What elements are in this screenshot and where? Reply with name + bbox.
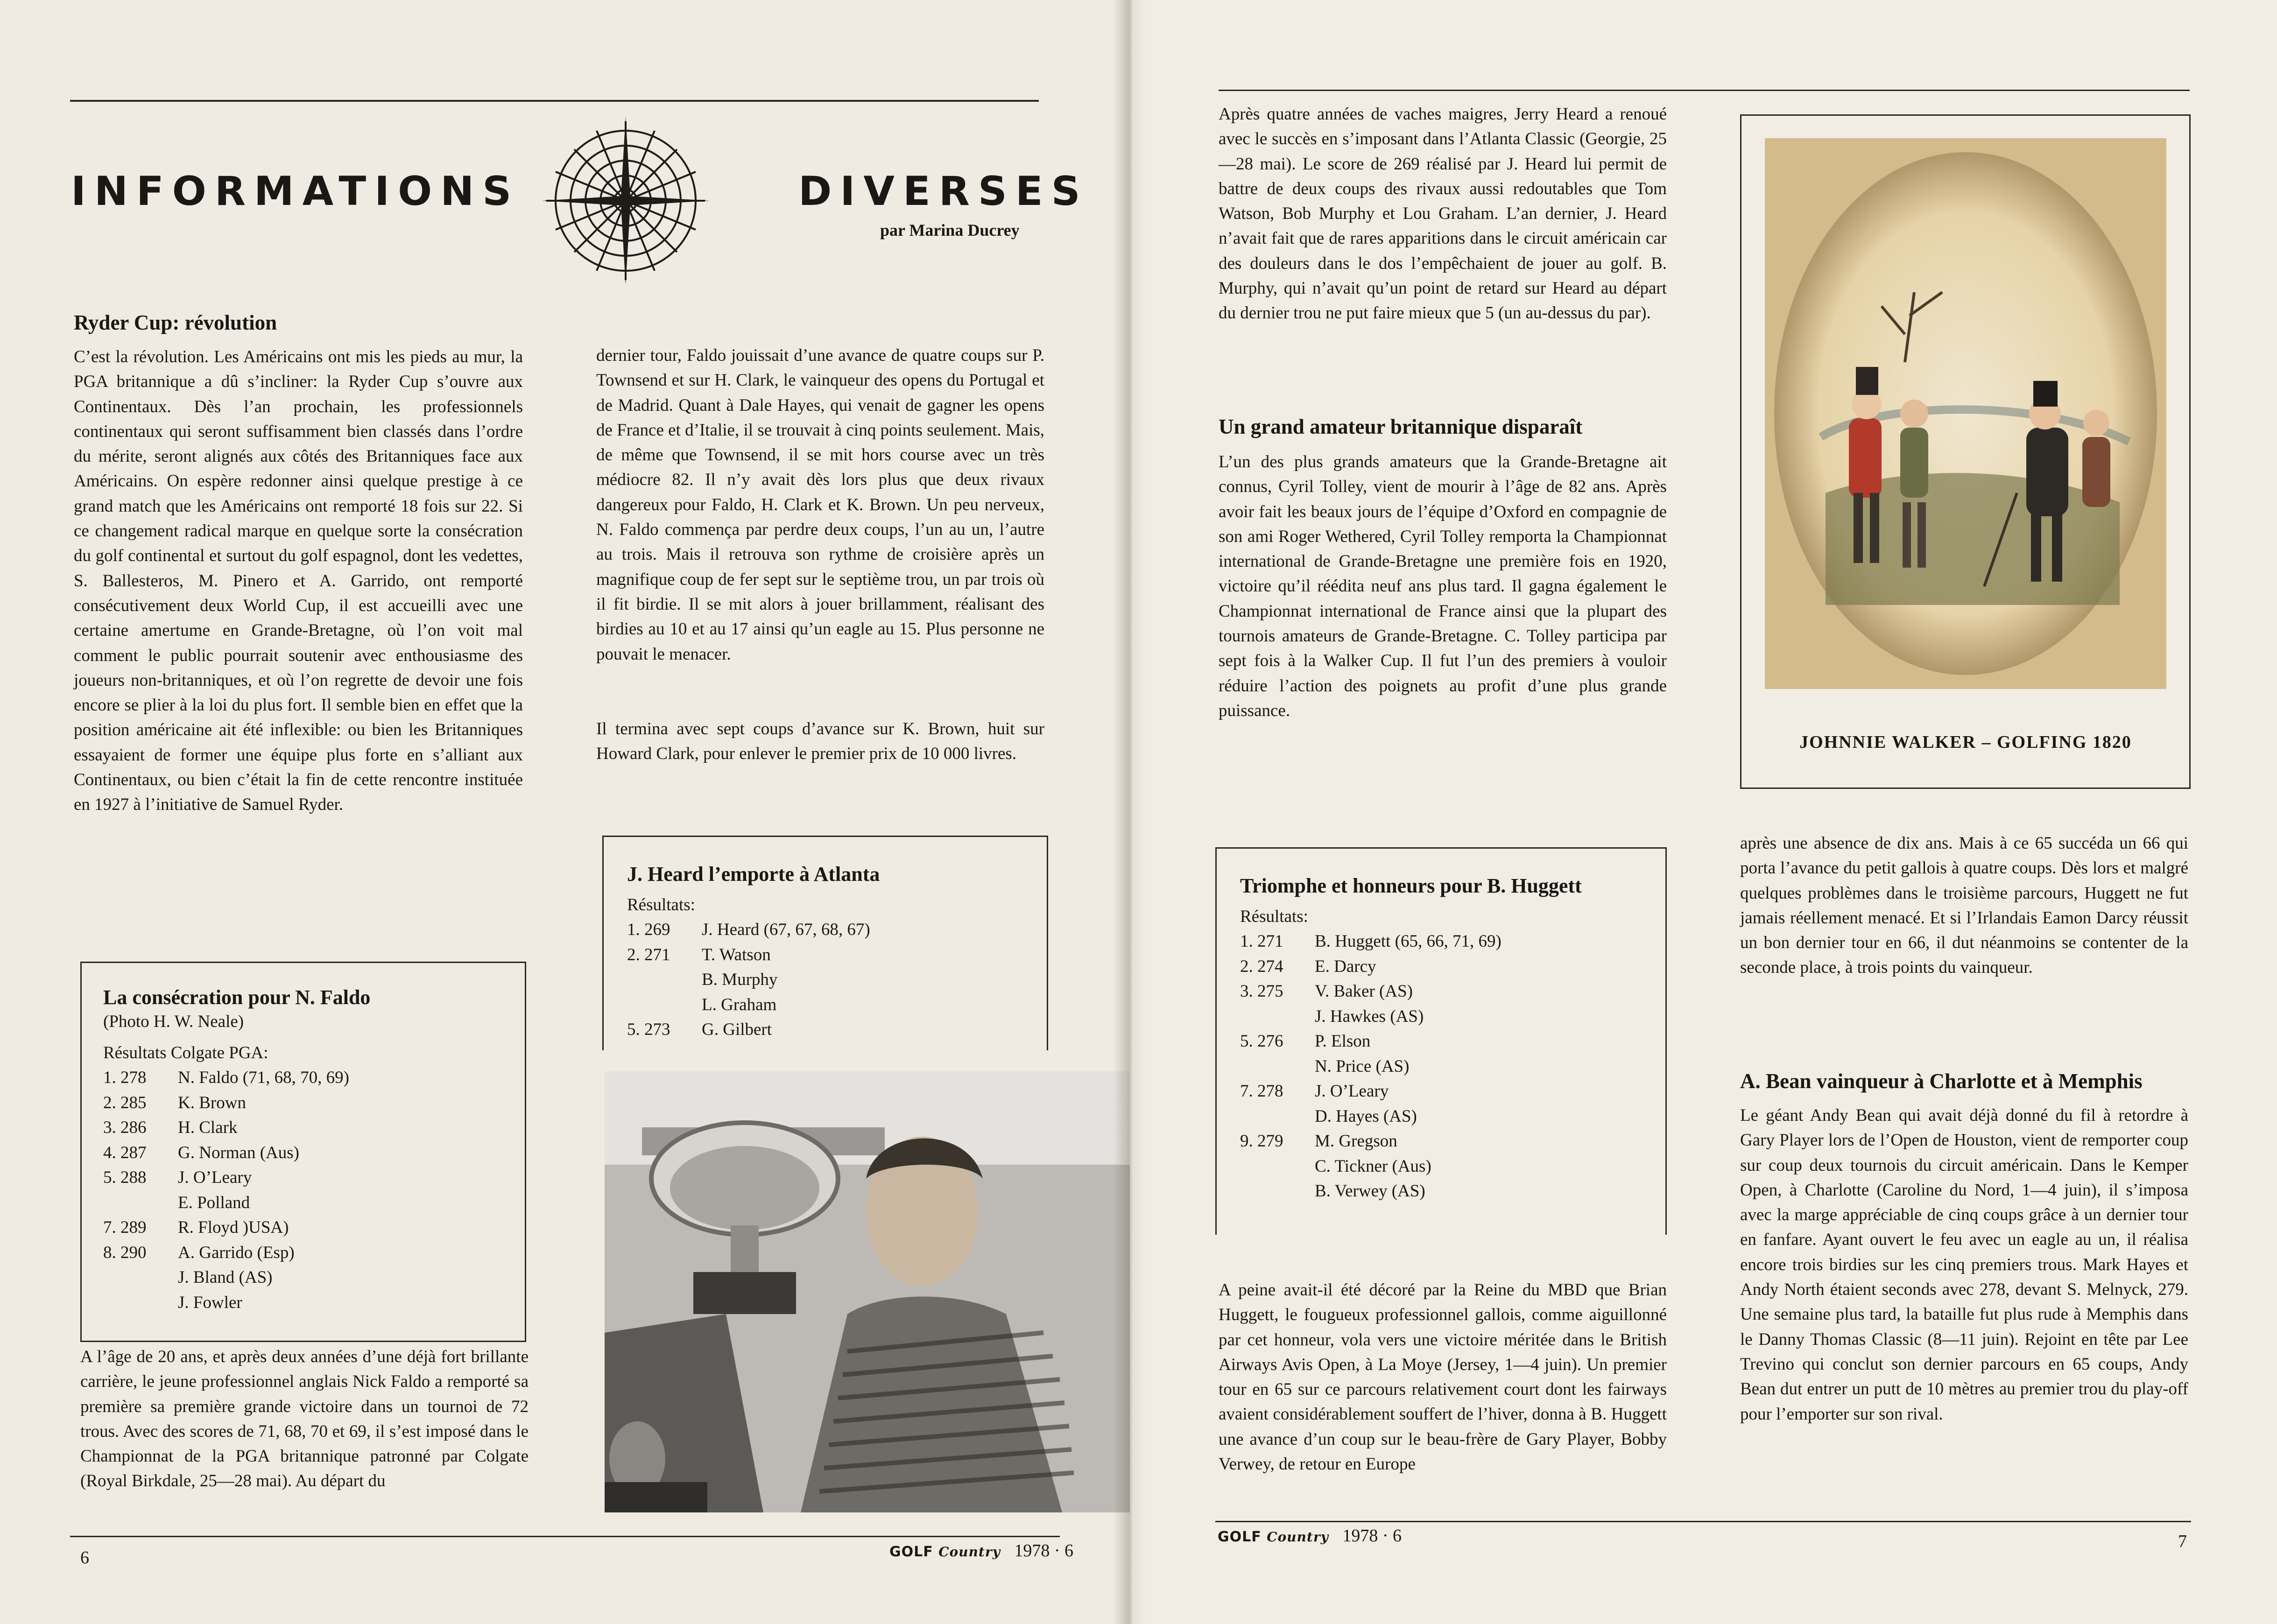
bottom-rule [70,1536,1060,1537]
top-rule-right [1219,90,2190,91]
huggett-results-label: Résultats: [1240,907,1308,926]
huggett-article-continued: après une absence de dix ans. Mais à ce 65 succéda un 66 qui porta l’avance du petit gallois à quatre coups. Dès lors et malgré quelques problèmes dans le troisième parcours, Huggett ne fut jamais réellement menacé. Et si l’Irlandais Eamon Darcy réussit un bon dernier tour en 66, il dut néanmoins se contenter de la seconde place, à trois points du vainqueur. [1740,834,2188,977]
huggett-results-box [1215,847,1667,1235]
ryder-article: C’est la révolution. Les Américains ont mis les pieds au mur, la PGA britannique a dû s’incliner: la Ryder Cup s’ouvre aux Continentaux. Dès l’an prochain, les professionnels continentaux qui seront suffisamment bien classés dans l’ordre du mérite, seront alignés aux côtés des Britanniques face aux Américains. On espère redonner ainsi quelque prestige à ce grand match que les Américains ont remporté 18 fois sur 22. Si ce changement radical marque en quelque sorte la consécration du golf continental et surtout du golf espagnol, dont les vedettes, S. Ballesteros, M. Pinero et A. Garrido, ont remporté consécutivement deux World Cup, il est accueilli avec une certaine amertume en Grande-Bretagne, où l’on voit mal comment le public pourrait soutenir avec enthousiasme des joueurs non-britanniques, et où l’on regrette de devoir une fois encore se plier à la loi du plus fort. Il semble bien en effet que la position américaine ait été inflexible: ou bien les Britanniques essayaient de former une équipe plus forte en s’alliant aux Continentaux, ou bien c’était la fin de cette rencontre instituée en 1927 à l’initiative de Samuel Ryder. [74,347,523,815]
byline: par Marina Ducrey [880,221,1020,239]
trophy-photo [605,1071,1130,1512]
bean-article: Le géant Andy Bean qui avait déjà donné du fil à retordre à Gary Player lors de l’Open de Houston, vient de remporter coup sur coup deux tournois du circuit américain. Dans le Kemper Open, à Charlotte (Caroline du Nord, 1—4 juin), il s’imposa avec la marge appréciable de cinq coups grâce à un dernier tour en fanfare. Ayant ouvert le feu avec un eagle au un, il réalisa encore trois birdies sur les cinq premiers trous. Mark Hayes et Andy North étaient seconds avec 278, devant S. Melnyck, 279. Une semaine plus tard, la bataille fut plus rude à Memphis dans le Danny Thomas Classic (8—11 juin). Rejoint en tête par Lee Trevino qui conclut son dernier parcours en 65 coups, Andy Bean dut entrer un putt de 10 mètres au premier trou du play-off pour l’emporter sur son rival. [1740,1106,2188,1424]
result-row: B. Murphy [702,970,778,989]
footer-page-number-right: 7 [2178,1532,2187,1551]
magazine-logo: GOLF Country [1218,1529,1329,1545]
tolley-article: L’un des plus grands amateurs que la Grande-Bretagne ait connus, Cyril Tolley, vient de mourir à l’âge de 82 ans. Après avoir fait les beaux jours de l’équipe d’Oxford en compagnie de son ami Roger Wethered, Cyril Tolley remporta la Championnat international de Grande-Bretagne une première fois en 1920, victoire qu’il réédita neuf ans plus tard. Il gagna également le Championnat international de France ainsi que la plupart des tournois amateurs de Grande-Bretagne. C. Tolley participa par sept fois à la Walker Cup. Il fut l’un des premiers à vouloir réduire l’action des poignets au profit d’une plus grande puissance. [1219,452,1667,720]
result-row: 3. 286 H. Clark [103,1118,238,1137]
result-row: 2. 285 K. Brown [103,1093,246,1112]
top-rule [70,100,1039,102]
result-row: 5. 273 G. Gilbert [627,1020,772,1039]
result-row: 1. 278 N. Faldo (71, 68, 70, 69) [103,1068,349,1087]
result-row: C. Tickner (Aus) [1315,1156,1431,1176]
result-row: J. Fowler [178,1293,242,1312]
issue-date: 1978 · 6 [1014,1541,1073,1561]
page-right [1130,0,2277,1624]
result-row: B. Verwey (AS) [1315,1181,1425,1201]
result-row: 4. 287 G. Norman (Aus) [103,1143,299,1162]
heard-results-box [602,836,1048,1050]
huggett-results-list [1240,929,1665,1204]
magazine-logo: GOLF Country [889,1544,1001,1560]
footer-page-number: 6 [80,1548,89,1568]
heard-results-list [627,917,1047,1042]
faldo-results-box [80,962,526,1342]
faldo-box-heading: La consécration pour N. Faldo [103,986,371,1009]
faldo-article-continued: dernier tour, Faldo jouissait d’une avance de quatre coups sur P. Townsend et sur H. Clark, le vainqueur des opens du Portugal et de Madrid. Quant à Dale Hayes, qui venait de gagner les opens de France et d’Italie, il se trouvait à cinq points seulement. Mais, de même que Townsend, il se mit hors course avec un très médiocre 82. Il n’y avait dès lors plus que deux rivaux dangereux pour Faldo, H. Clark et K. Brown. Un peu nerveux, N. Faldo commença par perdre deux coups, l’un au un, l’autre au trois. Mais il retrouva son rythme de croisière après un magnifique coup de fer sept sur le septième trou, un par trois où il fit birdie. Il se mit alors à jouer brillamment, réalisant des birdies au 10 et au 17 ainsi qu’un eagle au 15. Plus personne ne pouvait le menacer. [596,346,1044,664]
result-row: N. Price (AS) [1315,1056,1410,1076]
huggett-box-heading: Triomphe et honneurs pour B. Huggett [1240,874,1582,897]
result-row: 1. 269 J. Heard (67, 67, 68, 67) [627,920,870,939]
tolley-heading: Un grand amateur britannique disparaît [1219,415,1583,438]
page-left [0,0,1130,1624]
compass-rose-icon [537,112,714,289]
result-row: E. Polland [178,1193,250,1212]
page-gutter [1114,0,1146,1624]
bottom-rule-right [1215,1521,2191,1522]
result-row: J. Bland (AS) [178,1268,273,1287]
issue-date: 1978 · 6 [1342,1526,1402,1546]
faldo-results-label: Résultats Colgate PGA: [103,1043,268,1062]
result-row: 2. 274 E. Darcy [1240,956,1376,976]
result-row: 9. 279 M. Gregson [1240,1132,1397,1151]
faldo-article-ending: Il termina avec sept coups d’avance sur K. Brown, huit sur Howard Clark, pour enlever le premier prix de 10 000 livres. [596,719,1044,764]
result-row: 8. 290 A. Garrido (Esp) [103,1243,295,1262]
title-diverses: DIVERSES [798,168,1089,215]
huggett-article: A peine avait-il été décoré par la Reine du MBD que Brian Huggett, le fougueux professionnel gallois, comme aiguillonné par cet honneur, vola vers une victoire méritée dans le British Airways Avis Open, à La Moye (Jersey, 1—4 juin). Un premier tour en 65 sur ce parcours relativement court dont les fairways avaient considérablement souffert de l’hiver, donna à B. Huggett une avance d’un coup sur le beau-frère de Gary Player, Bobby Verwey, de retour en Europe [1219,1280,1667,1474]
heard-article: Après quatre années de vaches maigres, Jerry Heard a renoué avec le succès en s’imposant dans l’Atlanta Classic (Georgie, 25—28 mai). Le score de 269 réalisé par J. Heard lui permit de battre de deux coups des rivaux aussi redoutables que Tom Watson, Bob Murphy et Lou Graham. L’an dernier, J. Heard n’avait fait que de rares apparitions dans le circuit américain car des douleurs dans le dos l’empêchaient de jouer au golf. B. Murphy, qui n’avait qu’un point de retard sur Heard au départ du dernier trou ne put faire mieux que 5 (un au-dessus du par). [1219,105,1667,323]
footer-magazine [889,1540,1073,1561]
heard-results-label: Résultats: [627,895,695,914]
faldo-article: A l’âge de 20 ans, et après deux années d’une déjà fort brillante carrière, le jeune professionnel anglais Nick Faldo a remporté sa première sa première grande victoire dans un tournoi de 72 trous. Avec des scores de 71, 68, 70 et 69, il s’est imposé dans le Championnat de la PGA britannique patronné par Colgate (Royal Birkdale, 25—28 mai). Au départ du [80,1347,529,1491]
ryder-heading: Ryder Cup: révolution [74,311,277,334]
bean-heading: A. Bean vainqueur à Charlotte et à Memphis [1740,1069,2143,1093]
ad-image [1765,138,2166,689]
faldo-results-list [103,1065,525,1315]
trophy-photo-drawing [605,1071,1130,1512]
golfing-illustration [1765,138,2166,689]
result-row: D. Hayes (AS) [1315,1106,1417,1126]
result-row: 3. 275 V. Baker (AS) [1240,982,1413,1001]
ad-caption: JOHNNIE WALKER – GOLFING 1820 [1799,732,2132,752]
result-row: 5. 288 J. O’Leary [103,1168,252,1187]
result-row: L. Graham [702,995,777,1014]
footer-magazine-right [1218,1526,1402,1546]
title-informations: INFORMATIONS [71,168,520,215]
photo-credit: (Photo H. W. Neale) [103,1012,244,1031]
result-row: J. Hawkes (AS) [1315,1006,1424,1026]
johnnie-walker-ad [1740,114,2191,789]
heard-box-heading: J. Heard l’emporte à Atlanta [627,863,880,886]
result-row: 7. 289 R. Floyd )USA) [103,1218,289,1237]
result-row: 7. 278 J. O’Leary [1240,1082,1389,1101]
result-row: 2. 271 T. Watson [627,945,771,964]
result-row: 5. 276 P. Elson [1240,1032,1371,1051]
result-row: 1. 271 B. Huggett (65, 66, 71, 69) [1240,932,1502,951]
